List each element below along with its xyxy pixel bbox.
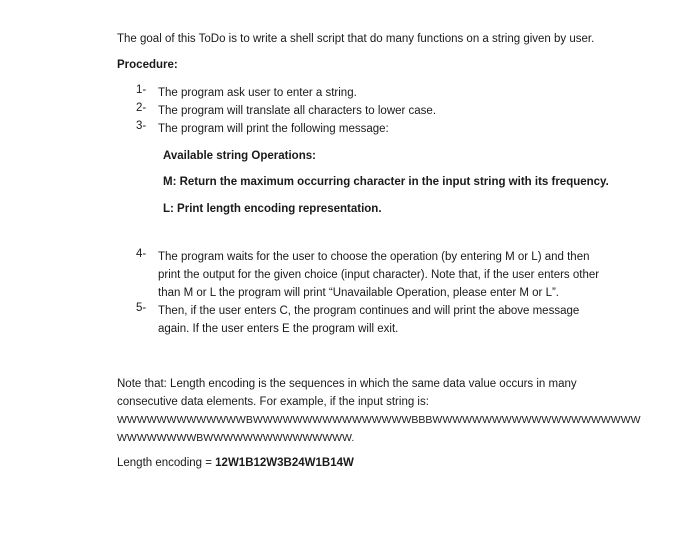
step-number: 5- — [136, 302, 147, 314]
step-text: The program ask user to enter a string. — [158, 87, 357, 99]
step-text: The program will print the following message: — [158, 123, 389, 135]
step-3 — [136, 120, 676, 138]
step-text-line: The program waits for the user to choose the operation (by entering M or L) and then — [158, 251, 590, 263]
step-number: 3- — [136, 120, 147, 132]
step-text-line: Then, if the user enters C, the program continues and will print the above message — [158, 305, 580, 317]
step-number: 4- — [136, 248, 147, 260]
step-4 — [136, 248, 676, 302]
note-line: consecutive data elements. For example, if the input string is: — [117, 396, 429, 408]
intro-text: The goal of this ToDo is to write a shell script that do many functions on a string given by user. — [117, 33, 595, 45]
note-paragraph — [117, 375, 677, 447]
step-number: 2- — [136, 102, 147, 114]
step-text-line: than M or L the program will print “Unavailable Operation, please enter M or L”. — [158, 287, 559, 299]
step-5 — [136, 302, 676, 338]
step-1 — [136, 84, 676, 102]
operation-l: L: Print length encoding representation. — [163, 203, 382, 215]
step-text-line: again. If the user enters E the program will exit. — [158, 323, 399, 335]
length-encoding-result — [117, 457, 354, 469]
example-string-line-1: WWWWWWWWWWWWWBWWWWWWWWWWWWWWWWBBBWWWWWWWWWWWWWWWWWWWWW — [117, 414, 641, 426]
length-encoding-label: Length encoding = — [117, 457, 216, 469]
step-text-line: print the output for the given choice (input character). Note that, if the user enters other — [158, 269, 600, 281]
operations-title: Available string Operations: — [163, 150, 316, 162]
step-number: 1- — [136, 84, 147, 96]
procedure-heading: Procedure: — [117, 59, 178, 71]
note-line: Note that: Length encoding is the sequences in which the same data value occurs in many — [117, 378, 577, 390]
length-encoding-value: 12W1B12W3B24W1B14W — [215, 457, 354, 469]
step-2 — [136, 102, 676, 120]
example-string-line-2: WWWWWWWWBWWWWWWWWWWWWWWW. — [117, 432, 355, 444]
step-text: The program will translate all characters to lower case. — [158, 105, 437, 117]
operation-m: M: Return the maximum occurring character in the input string with its frequency. — [163, 176, 609, 188]
